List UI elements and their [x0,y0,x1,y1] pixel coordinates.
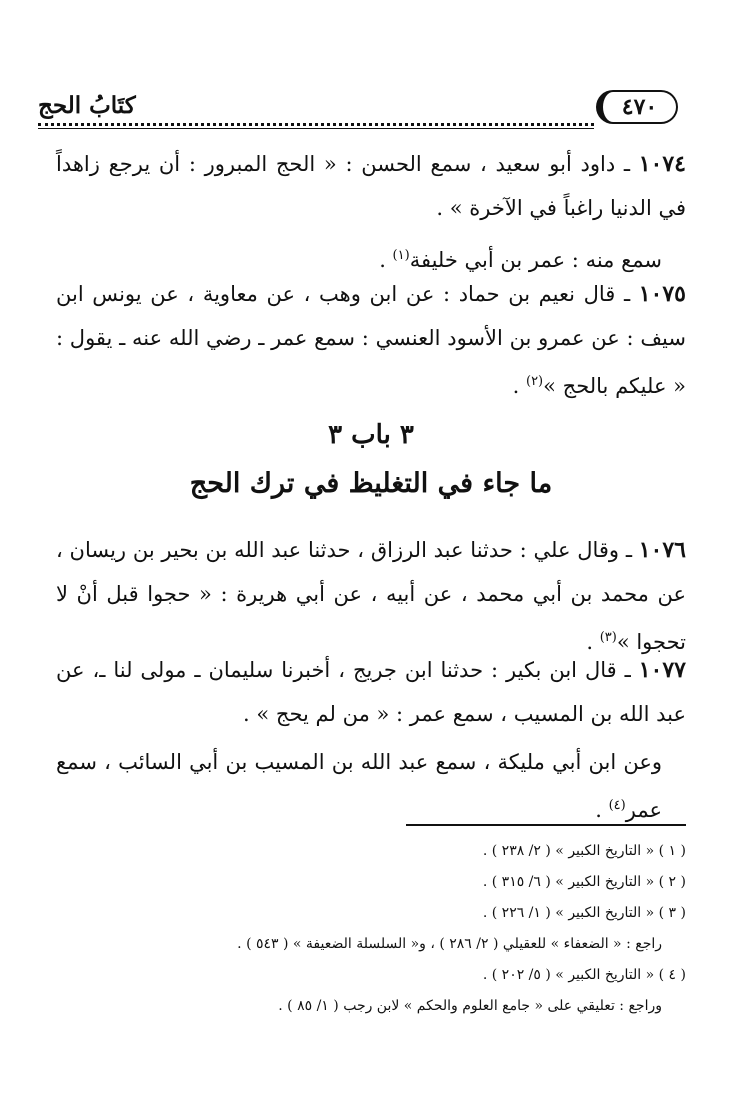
footnote-1: ( ١ ) « التاريخ الكبير » ( ٢/ ٢٣٨ ) . [482,843,686,859]
footnote-ref: (٣) [599,630,617,645]
entry-1075 [56,272,686,408]
entry-tail: . [595,798,609,822]
entry-number: ١٠٧٧ [638,657,686,683]
entry-1077-text [56,648,686,736]
footnote-4-note: وراجع : تعليقي على « جامع العلوم والحكم » لابن رجب ( ١/ ٨٥ ) . [278,998,662,1014]
footnote-3: ( ٣ ) « التاريخ الكبير » ( ١/ ٢٢٦ ) . [482,905,686,921]
entry-tail: . [512,374,526,398]
footnote-ref: (٤) [608,798,626,813]
entry-tail: . [586,630,600,654]
page-number-badge: ٤٧٠ [596,90,678,124]
chapter-number: ٣ باب ٣ [328,420,414,450]
footnote-4: ( ٤ ) « التاريخ الكبير » ( ٥/ ٢٠٢ ) . [482,967,686,983]
entry-1074-text [56,142,686,230]
entry-body-2: وعن ابن أبي مليكة ، سمع عبد الله بن المسيب بن أبي السائب ، سمع عمر [56,750,662,822]
running-title: كتَابُ الحج [38,92,136,119]
entry-1077-text2 [56,740,686,832]
footnote-3-note: راجع : « الضعفاء » للعقيلي ( ٢/ ٢٨٦ ) ، و« السلسلة الضعيفة » ( ٥٤٣ ) . [237,936,662,952]
chapter-title: ما جاء في التغليظ في ترك الحج [189,468,553,499]
footnotes [120,836,686,1022]
header-solid-rule [38,128,594,129]
footnote-ref: (١) [392,248,410,263]
entry-1074 [56,142,686,282]
entry-1076-text [56,528,686,664]
footnote-ref: (٢) [525,374,544,389]
entry-number: ١٠٧٦ [638,537,686,563]
entry-number: ١٠٧٤ [638,151,686,177]
entry-1075-text [56,272,686,408]
header-dotted-rule [38,123,594,126]
page-header [38,88,678,132]
heard-from-text: سمع منه : عمر بن أبي خليفة [409,248,662,272]
entry-number: ١٠٧٥ [638,281,686,307]
footnote-separator [406,824,686,826]
entry-body: ـ قال ابن بكير : حدثنا ابن جريج ، أخبرنا سليمان ـ مولى لنا ـ، عن عبد الله بن المسيب ، سمع عمر : « من لم يحج » . [56,658,686,726]
entry-1077 [56,648,686,832]
entry-body: ـ وقال علي : حدثنا عبد الرزاق ، حدثنا عبد الله بن بحير بن ريسان ، عن محمد بن أبي محمد ، عن أبيه ، عن أبي هريرة : « حجوا قبل أنْ لا تحجوا » [56,538,686,654]
entry-body: ـ قال نعيم بن حماد : عن ابن وهب ، عن معاوية ، عن يونس ابن سيف : عن عمرو بن الأسود العنسي : سمع عمر ـ رضي الله عنه ـ يقول : « عليكم بالحج » [56,282,686,398]
entry-1076 [56,528,686,664]
footnote-2: ( ٢ ) « التاريخ الكبير » ( ٦/ ٣١٥ ) . [482,874,686,890]
entry-body: ـ داود أبو سعيد ، سمع الحسن : « الحج المبرور : أن يرجع زاهداً في الدنيا راغباً في الآخرة » . [56,152,686,220]
entry-tail: . [379,248,393,272]
